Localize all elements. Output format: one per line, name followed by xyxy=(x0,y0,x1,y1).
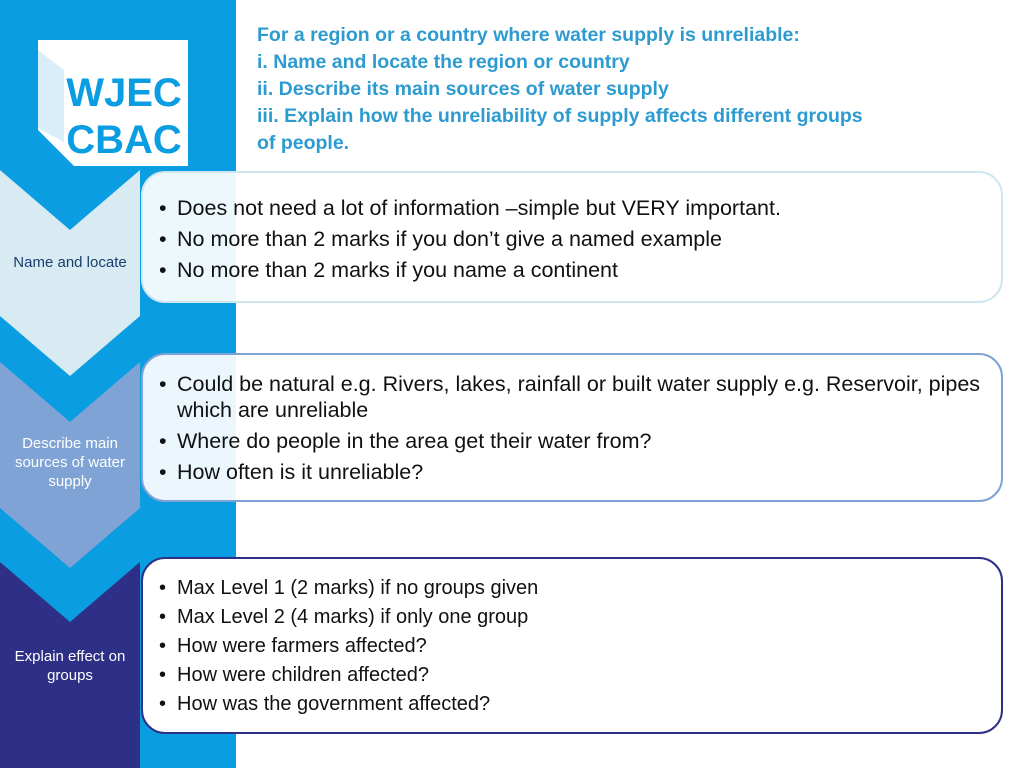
bullet-item: • Could be natural e.g. Rivers, lakes, rainfall or built water supply e.g. Reservoir, pipes which are unreliable xyxy=(157,371,981,423)
step-label: Name and locate xyxy=(13,254,127,271)
bullet-item: • Does not need a lot of information –simple but VERY important. xyxy=(157,193,981,224)
title-line: of people. xyxy=(257,132,350,154)
step-chevron-explain-effect xyxy=(0,562,140,768)
logo-line2: CBAC xyxy=(66,118,182,162)
bullet-item: • Where do people in the area get their water from? xyxy=(157,428,981,454)
bullet-item: • No more than 2 marks if you name a continent xyxy=(157,255,981,286)
title-line: i. Name and locate the region or country xyxy=(257,51,630,73)
bullet-item: • No more than 2 marks if you don’t give a named example xyxy=(157,224,981,255)
logo-line1: WJEC xyxy=(66,71,182,115)
step-box-name-locate xyxy=(141,171,1003,303)
step-box-describe-sources xyxy=(141,353,1003,502)
bullet-item: • How often is it unreliable? xyxy=(157,459,981,485)
step-box-explain-effect xyxy=(141,557,1003,734)
page-title xyxy=(257,22,997,157)
step-chevron-describe-sources xyxy=(0,362,140,568)
bullet-item: • How was the government affected? xyxy=(157,690,981,719)
step-label: Explain effect on groups xyxy=(14,648,126,684)
title-line: For a region or a country where water supply is unreliable: xyxy=(257,24,800,46)
step-label: Describe main sources of water supply xyxy=(14,435,126,490)
step-chevron-name-locate xyxy=(0,170,140,376)
title-line: iii. Explain how the unreliability of supply affects different groups xyxy=(257,105,863,127)
wjec-cbac-logo xyxy=(38,40,188,166)
bullet-item: • Max Level 2 (4 marks) if only one group xyxy=(157,603,981,632)
title-line: ii. Describe its main sources of water supply xyxy=(257,78,669,100)
bullet-item: • How were farmers affected? xyxy=(157,632,981,661)
bullet-item: • Max Level 1 (2 marks) if no groups given xyxy=(157,574,981,603)
bullet-item: • How were children affected? xyxy=(157,661,981,690)
